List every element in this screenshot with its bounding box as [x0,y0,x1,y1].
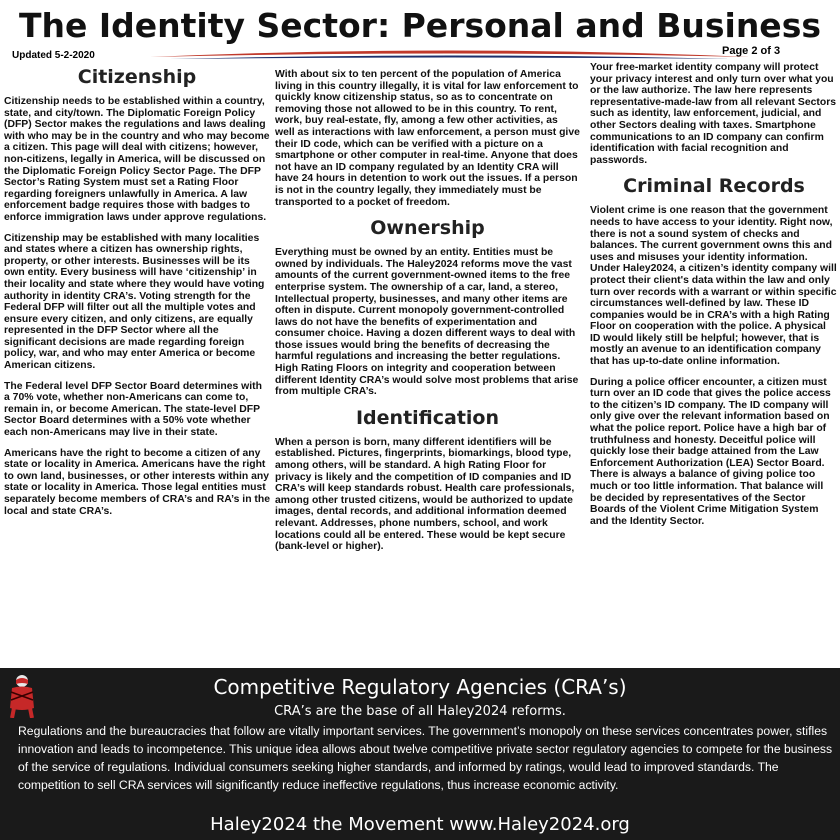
paragraph: Your free-market identity company will protect your privacy interest and only turn over what you or the law authorize. The law here represents representative-made-law from all relevant Sectors such as identity, law enforcement, judicial, and other Sectors dealing with taxes. Smartphone communications to an ID company can confirm identification with facial recognition and passwords. [590,62,837,166]
footer-body: Regulations and the bureaucracies that follow are vitally important services. The government’s monopoly on these services concentrates power, stifles innovation and leads to incompetence. This unique idea allows about twelve competitive private sector regulatory agencies to compete for the business of the service of regulations. Individual consumers seeking higher standards, and informed by ratings, would lead to improved standards. The competition to sell CRA services will significantly reduce ineffective regulations, thus increase economic activity. [18,724,833,792]
updated-date: Updated 5-2-2020 [12,50,95,61]
title-swoosh-divider [150,48,750,62]
heading-citizenship: Citizenship [77,66,197,88]
page-title: The Identity Sector: Personal and Business [19,6,821,45]
heading-criminal-records: Criminal Records [623,175,805,198]
paragraph: When a person is born, many different identifiers will be established. Pictures, fingerprints, biomarkings, blood type, among others, will be standard. A high Rating Floor for privacy is likely and the competition of ID companies and ID CRA’s will keep standards robust. Health care professionals, among other trusted citizens, would be authorized to update images, dental records, and additional information deemed relevant. Addresses, phone numbers, school, and work locations could all be entered. These would be kept secure (bank-level or higher). [275,436,575,553]
footer-title: Competitive Regulatory Agencies (CRA’s) [213,675,627,699]
heading-ownership: Ownership [370,217,485,240]
paragraph: Americans have the right to become a citizen of any state or locality in America. Americans have the right to own land, businesses, or other interests within any state or locality in America. Those legal entities must separately become members of CRA’s and RA’s in the local and state CRA’s. [4,447,271,517]
footer-subtitle: CRA’s are the base of all Haley2024 reforms. [274,704,566,719]
paragraph: With about six to ten percent of the population of America living in this country illegally, it is vital for law enforcement to quickly know citizenship status, so as to concentrate on removing those not allowed to be in this country. To rent, work, buy real-estate, fly, among a few other activities, as well as interactions with law enforcement, a person must give their ID code, which can be verified with a picture on a smartphone or other computer in real-time. Anyone that does not have an ID company regulated by an Identity CRA will have 24 hours in detention to work out the issues. If a person is not in the country legally, they immediately must be transported to a pocket of freedom. [275,69,580,208]
paragraph: The Federal level DFP Sector Board determines with a 70% vote, whether non-Americans can come to, remain in, or become American. The state-level DFP Sector Board determines with a 50% vote whether each non-Americans may live in their state. [4,380,262,439]
column-criminal-records [590,62,838,536]
paragraph: Everything must be owned by an entity. Entities must be owned by individuals. The Haley2024 reforms move the vast amounts of the current government-owned items to the free enterprise system. The ownership of a car, land, a stereo, Intellectual property, businesses, and many other items are often in dispute. Current monopoly government-controlled laws do not have the benefits of experimentation and consumer choice. Having a dozen different ways to deal with those issues would bring the benefits of decreasing the harmful regulations and increasing the better regulations. High Rating Floors on integrity and cooperation between different Identity CRA’s would solve most problems that arise from multiple CRA’s. [275,247,579,398]
masked-figure-icon [2,672,42,718]
paragraph: During a police officer encounter, a citizen must turn over an ID code that gives the police access to the citizen’s ID company. The ID company will only give over the relevant information based on what the police report. Police have a high bar of truthfulness and honesty. Deceitful police will quickly lose their badge attained from the Law Enforcement Authorization (LEA) Sector Board. There is always a balance of giving police too much or too little information. That balance will be decided by representatives of the Sector Boards of the Violent Crime Mitigation System and the Identity Sector. [590,376,831,527]
paragraph: Citizenship may be established with many localities and states where a citizen has ownership rights, property, or other interests. Businesses will be its own entity. Every business will have ‘citizenship’ in their locality and state where they would have voting authority in identity CRA’s. Voting strength for the Federal DFP will filter out all the multiple votes and ensure every citizen, and only citizens, are equally represented in the DFP Sector where all the significant decisions are made regarding foreign policy, war, and who may enter America or become American citizens. [4,232,265,372]
footer-url[interactable]: Haley2024 the Movement www.Haley2024.org [210,814,630,835]
paragraph: Violent crime is one reason that the government needs to have access to your identity. Right now, there is not a sound system of checks and balances. The current government owns this and uses and misuses your identity information. Under Haley2024, a citizen’s identity company will protect their client's data within the law and only turn over records with a warrant or within specific circumstances well-defined by law. These ID companies would be in CRA’s with a high Rating Floor on cooperation with the police. A physical ID would likely still be helpful; however, that is mostly an avenue to an identification company that has up-to-date online information. [590,205,837,368]
column-ownership [275,69,580,562]
page-number: Page 2 of 3 [722,45,781,57]
paragraph: Citizenship needs to be established within a country, state, and city/town. The Diplomatic Foreign Policy (DFP) Sector makes the regulations and laws dealing with who may be in the country and who may become a citizen. This page will deal with citizens; however, non-citizens, legally in America, will be discussed on the Diplomatic Foreign Policy Sector Page. The DFP Sector’s Rating System must set a Rating Floor regarding foreigners unlawfully in America. A law enforcement badge requires those with badges to enforce immigration laws under approve regulations. [4,96,270,223]
column-citizenship [4,64,270,526]
footer-banner [0,668,840,840]
heading-identification: Identification [355,406,500,429]
